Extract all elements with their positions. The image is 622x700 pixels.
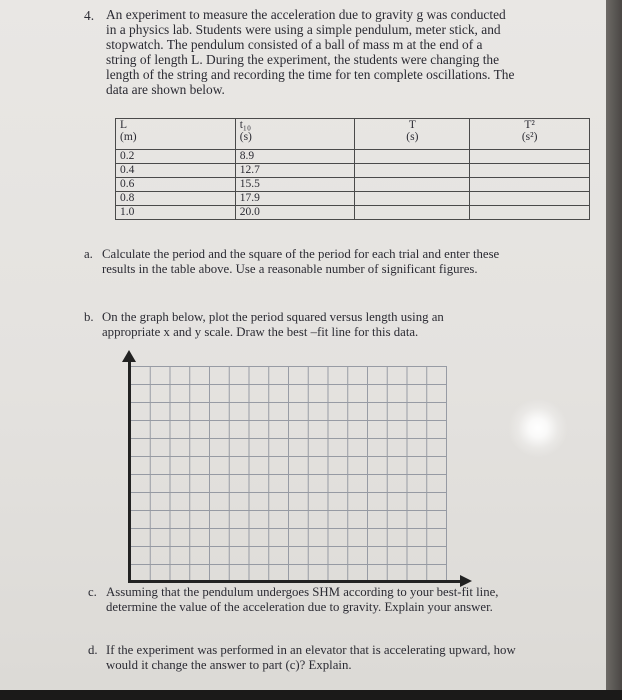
table-row [116,192,590,206]
question-number: 4. [84,8,95,23]
table-row [116,150,590,164]
photo-bottom-edge [0,690,622,700]
cell-period[interactable] [355,164,470,178]
cell-period[interactable] [355,192,470,206]
x-axis [128,580,464,583]
table-row [116,164,590,178]
photo-edge [606,0,622,690]
cell-time: 17.9 [235,192,355,206]
header-time: t₁₀ (s) [235,119,355,150]
part-a [84,247,522,277]
cell-period[interactable] [355,150,470,164]
part-a-text: Calculate the period and the square of the period for each trial and enter these results in the table above. Use a reasonable number of significant figures. [102,247,500,276]
part-c [88,585,536,615]
graph-grid [130,366,447,583]
header-length: L (m) [116,119,236,150]
header-period: T (s) [355,119,470,150]
cell-period-squared[interactable] [470,164,590,178]
part-d-label: d. [88,643,98,657]
y-axis-arrow-icon [122,350,136,362]
table-row [116,178,590,192]
part-c-label: c. [88,585,97,599]
cell-time: 8.9 [235,150,355,164]
cell-length: 0.6 [116,178,236,192]
header-period-squared: T² (s²) [470,119,590,150]
cell-time: 15.5 [235,178,355,192]
cell-length: 0.4 [116,164,236,178]
cell-length: 0.8 [116,192,236,206]
part-b-label: b. [84,310,94,324]
cell-period-squared[interactable] [470,178,590,192]
part-b-text: On the graph below, plot the period squared versus length using an appropriate x and y scale. Draw the best –fit line for this data. [102,310,444,339]
cell-length: 1.0 [116,206,236,220]
cell-period-squared[interactable] [470,206,590,220]
part-b [84,310,502,340]
part-d [88,643,526,673]
cell-period-squared[interactable] [470,150,590,164]
blank-graph[interactable] [116,354,476,588]
data-table [115,118,590,220]
cell-length: 0.2 [116,150,236,164]
cell-period[interactable] [355,206,470,220]
y-axis [128,354,131,582]
part-a-label: a. [84,247,93,261]
table-row [116,206,590,220]
light-glare [508,398,568,458]
question-text: An experiment to measure the acceleration due to gravity g was conducted in a physics lab. Students were using a simple pendulum, meter stick, and stopwatch. The pendulum consisted of a ball of mass m at the end of a string of length L. During the experiment, the students were changing the length of the string and recording the time for ten complete oscillations. The data are shown below. [106,7,515,97]
cell-time: 20.0 [235,206,355,220]
part-c-text: Assuming that the pendulum undergoes SHM according to your best-fit line, determine the value of the acceleration due to gravity. Explain your answer. [106,585,499,614]
cell-period-squared[interactable] [470,192,590,206]
part-d-text: If the experiment was performed in an elevator that is accelerating upward, how would it change the answer to part (c)? Explain. [106,643,516,672]
cell-period[interactable] [355,178,470,192]
table-header-row [116,119,590,150]
cell-time: 12.7 [235,164,355,178]
